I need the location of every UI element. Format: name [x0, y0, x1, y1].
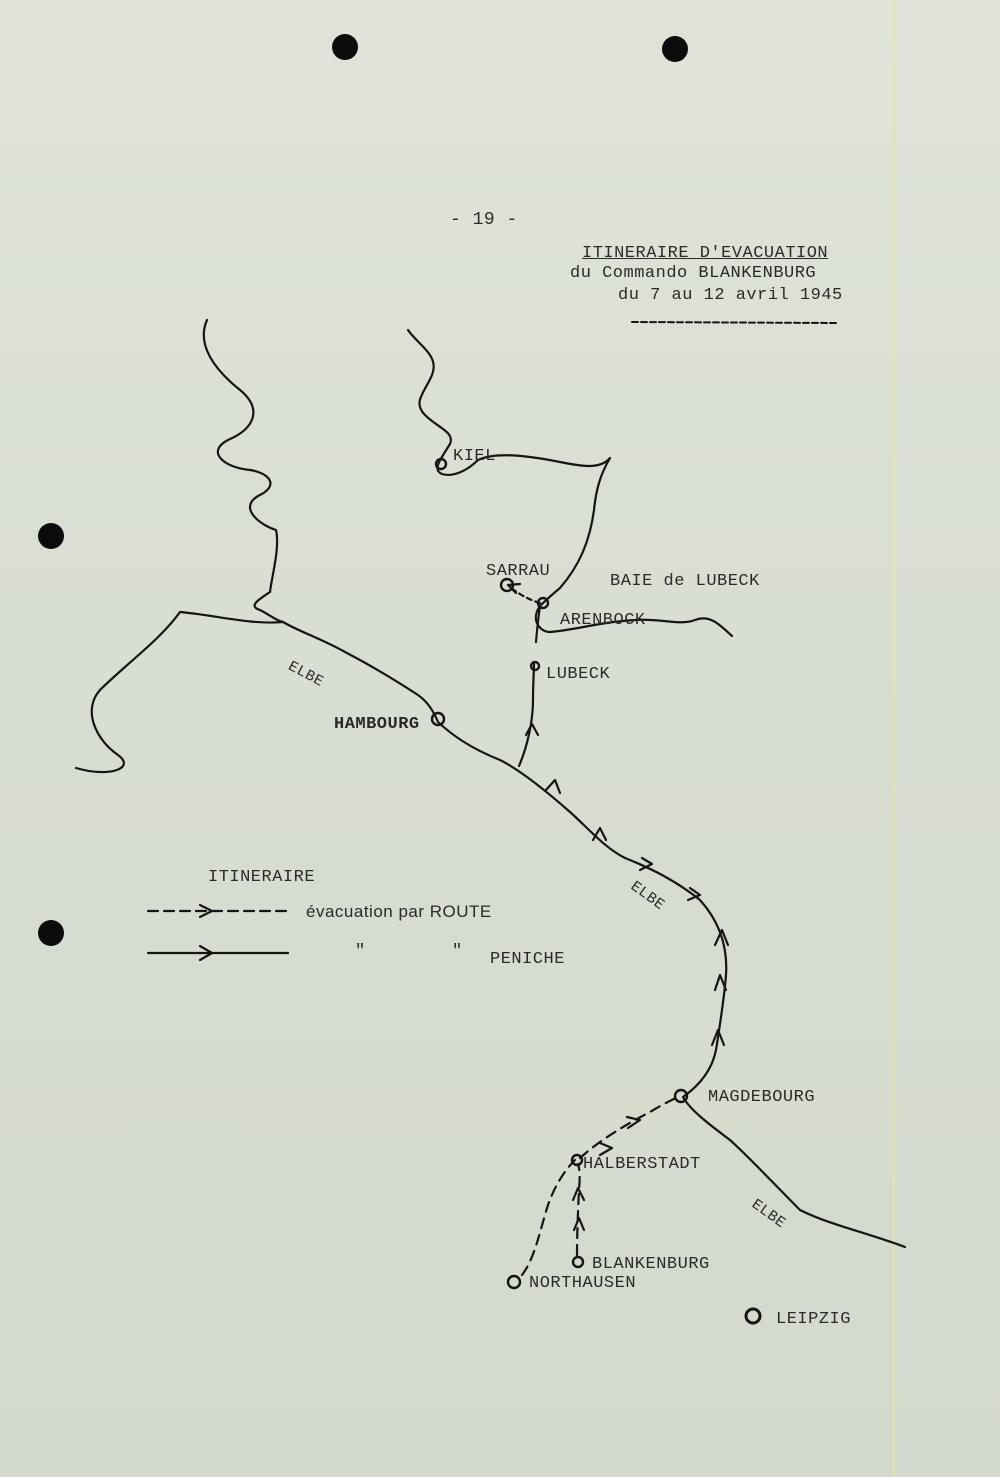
- title-underline: [632, 322, 836, 323]
- coastline-north: [76, 612, 283, 772]
- label-magdebourg: MAGDEBOURG: [708, 1088, 816, 1107]
- label-lubeck: LUBECK: [546, 665, 611, 684]
- legend-ditto-1: ": [355, 942, 366, 961]
- city-marker-northausen: [508, 1276, 520, 1288]
- label-arenbock: ARENBOCK: [560, 611, 646, 630]
- label-northausen: NORTHAUSEN: [529, 1274, 637, 1293]
- title-line-2: du Commando BLANKENBURG: [570, 264, 817, 283]
- coastline-west: [204, 320, 283, 622]
- label-baie-de-lubeck: BAIE de LUBECK: [610, 572, 760, 591]
- label-hambourg: HAMBOURG: [334, 715, 420, 734]
- city-marker-blankenburg: [573, 1257, 583, 1267]
- label-halberstadt: HALBERSTADT: [583, 1155, 701, 1174]
- legend-road-label: évacuation par ROUTE: [306, 902, 492, 921]
- label-elbe-middle: ELBE: [627, 878, 668, 915]
- arrow: [593, 828, 606, 840]
- road-route-blankenburg: [577, 1164, 580, 1255]
- label-sarrau: SARRAU: [486, 562, 551, 581]
- city-marker-leipzig: [746, 1309, 760, 1323]
- label-elbe-south: ELBE: [748, 1196, 789, 1233]
- arrow: [546, 780, 560, 793]
- legend-title: ITINERAIRE: [208, 868, 316, 887]
- label-kiel: KIEL: [453, 447, 496, 466]
- legend-ditto-2: ": [452, 942, 463, 961]
- road-route-northausen: [522, 1160, 575, 1275]
- arrow: [574, 1218, 584, 1230]
- arrow: [526, 724, 538, 735]
- page-number: - 19 -: [450, 210, 518, 230]
- road-route-sarrau: [510, 587, 540, 603]
- label-blankenburg: BLANKENBURG: [592, 1255, 710, 1274]
- title-line-1: ITINERAIRE D'EVACUATION: [582, 244, 829, 263]
- arrow: [600, 1143, 612, 1155]
- legend-barge-label: PENICHE: [490, 950, 565, 969]
- label-leipzig: LEIPZIG: [776, 1310, 851, 1329]
- barge-route: [519, 606, 540, 766]
- title-line-3: du 7 au 12 avril 1945: [618, 286, 843, 305]
- label-elbe-hamburg: ELBE: [285, 658, 327, 691]
